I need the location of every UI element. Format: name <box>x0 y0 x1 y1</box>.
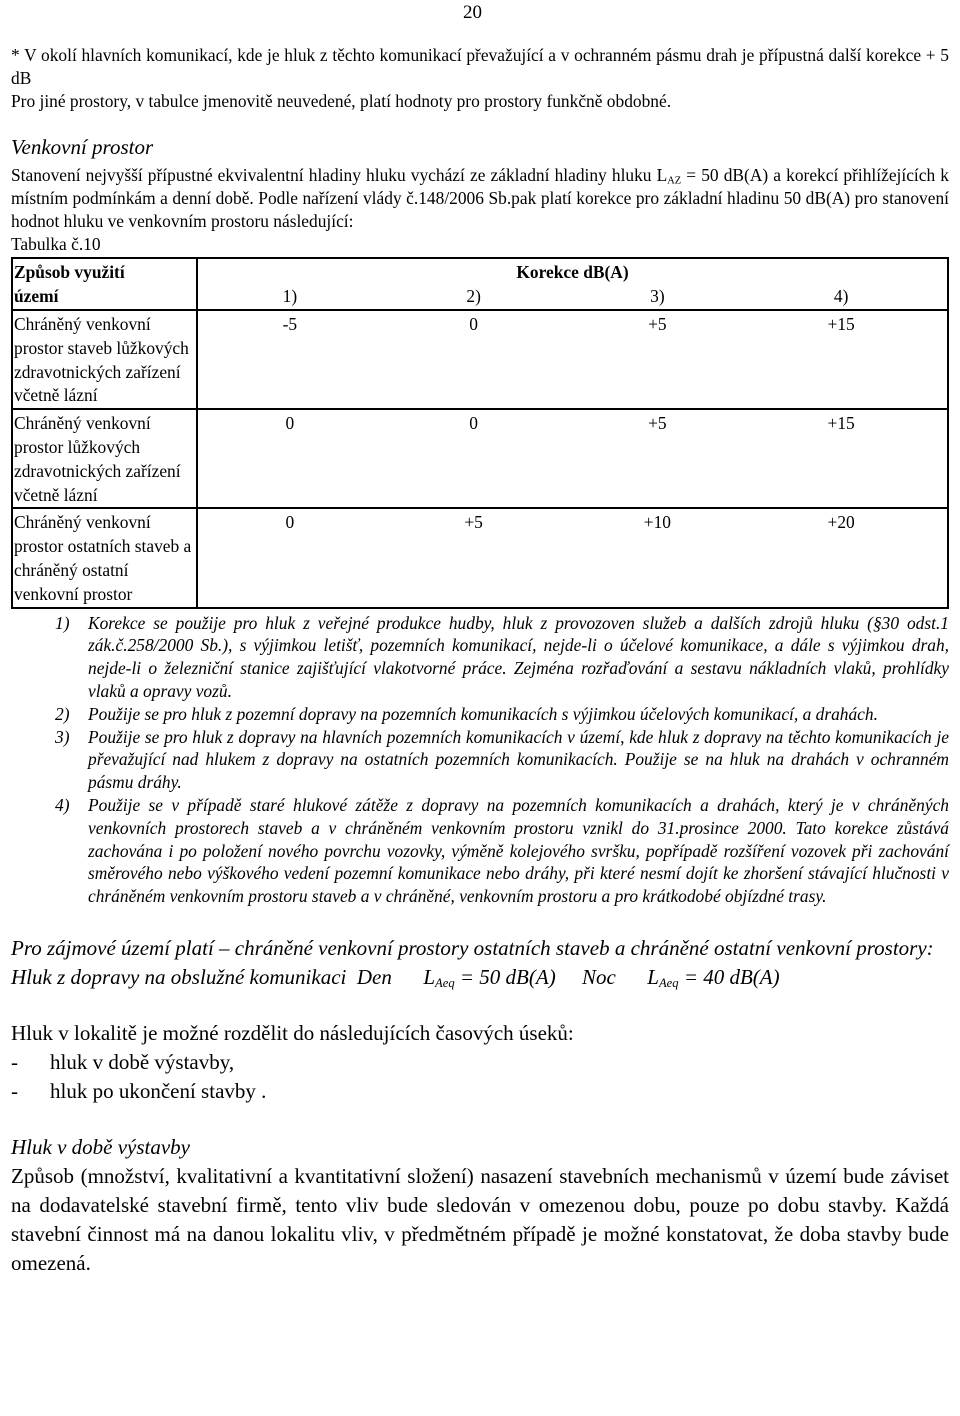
intro-note-star: * V okolí hlavních komunikací, kde je hluk z těchto komunikací převažující a v ochranném pásmu drah je přípustná další korekce + 5 dB <box>11 45 949 89</box>
construction-paragraph: Způsob (množství, kvalitativní a kvantitativní složení) nasazení stavebních mechanismů v území bude záviset na dodavatelské stavební firmě, tento vliv bude sledován v omezenou dobu, pouze po dobu stavby. Každá stavební činnost má na danou lokalitu vliv, v předmětném případě je možné konstatovat, že doba stavby bude omezená. <box>11 1163 949 1275</box>
table-header-korekce: Korekce dB(A) <box>197 258 948 285</box>
table-header-uzemi: území <box>12 285 197 310</box>
list-item: 1) Korekce se použije pro hluk z veřejné produkce hudby, hluk z provozoven služeb a dalších zdrojů hluku (§30 odst.1 zák.č.258/2000 Sb.), s výjimkou letišť, pozemních komunikací, nejde-li o účelové komunikace, a dále s výjimkou drah, nejde-li o železniční stanice zajišťující vlakotvorné práce. Zejména rozřaďování a sestavu nákladních vlaků, prohlídky vlaků a opravy vozů. <box>55 612 949 701</box>
periods-intro: Hluk v lokalitě je možné rozdělit do následujících časových úseků: <box>11 1020 574 1045</box>
intro-note-other: Pro jiné prostory, v tabulce jmenovitě neuvedené, platí hodnoty pro prostory funkčně obdobné. <box>11 91 672 112</box>
list-item: - hluk po ukončení stavby . <box>11 1078 267 1103</box>
page-number: 20 <box>463 2 482 23</box>
table-header-columns: 1) 2) 3) 4) <box>197 285 948 310</box>
document-page <box>11 0 949 1278</box>
table-header-usage: Způsob využití <box>12 258 197 285</box>
outdoor-paragraph: Stanovení nejvyšší přípustné ekvivalentní hladiny hluku vychází ze základní hladiny hluku $L_{AZ} = 50$ dB(A) a korekcí přihlížejících k místním podmínkám a denní době. Podle nařízení vlády č.148/2006 Sb.pak platí korekce pro základní hladinu 50 dB(A) pro stanovení hodnot hluku ve venkovním prostoru následující: <box>11 164 949 232</box>
interest-area-line: Pro zájmové území platí – chráněné venkovní prostory ostatních staveb a chráněné ostatní venkovní prostory: <box>11 935 934 960</box>
korekce-table <box>11 257 949 608</box>
traffic-noise-line: Hluk z dopravy na obslužné komunikaci Den $L_{Aeq} = 50$ dB(A) Noc $L_{Aeq} = 40$ dB(A) <box>11 964 780 991</box>
list-item: 4) Použije se v případě staré hlukové zátěže z dopravy na pozemních komunikacích a drahách, který je v chráněných venkovních prostorech staveb a v chráněném venkovním prostoru vznikl do 31.prosince 2000. Tato korekce zůstává zachována i po položení nového povrchu vozovky, výměně kolejového svršku, popřípadě rozšíření vozovek při zachování směrového nebo výškového vedení pozemní komunikace nebo dráhy, při které nesmí dojít ke zhoršení stávající hlučnosti v chráněném venkovním prostoru staveb a v chráněné, venkovním prostoru a pro krátkodobé objízdné trasy. <box>55 794 949 907</box>
table-row: Chráněný venkovní prostor lůžkových zdravotnických zařízení včetně lázní 0 0 +5 +15 <box>12 409 948 508</box>
construction-heading: Hluk v době výstavby <box>11 1134 191 1159</box>
list-item: 2) Použije se pro hluk z pozemní dopravy na pozemních komunikacích s výjimkou účelových komunikací, a drahách. <box>55 703 878 724</box>
list-item: - hluk v době výstavby, <box>11 1049 235 1074</box>
outdoor-heading: Venkovní prostor <box>11 134 154 159</box>
table-row: Chráněný venkovní prostor staveb lůžkových zdravotnických zařízení včetně lázní -5 0 +5 +15 <box>12 310 948 409</box>
table-row: Chráněný venkovní prostor ostatních staveb a chráněný ostatní venkovní prostor 0 +5 +10 +20 <box>12 508 948 607</box>
list-item: 3) Použije se pro hluk z dopravy na hlavních pozemních komunikacích v území, kde hluk z dopravy na těchto komunikacích je převažující nad hlukem z dopravy na ostatních pozemních komunikacích. Použije se na hluk na drahách v ochranném pásmu dráhy. <box>55 726 949 793</box>
table-notes <box>11 612 949 908</box>
table-label: Tabulka č.10 <box>11 234 101 255</box>
